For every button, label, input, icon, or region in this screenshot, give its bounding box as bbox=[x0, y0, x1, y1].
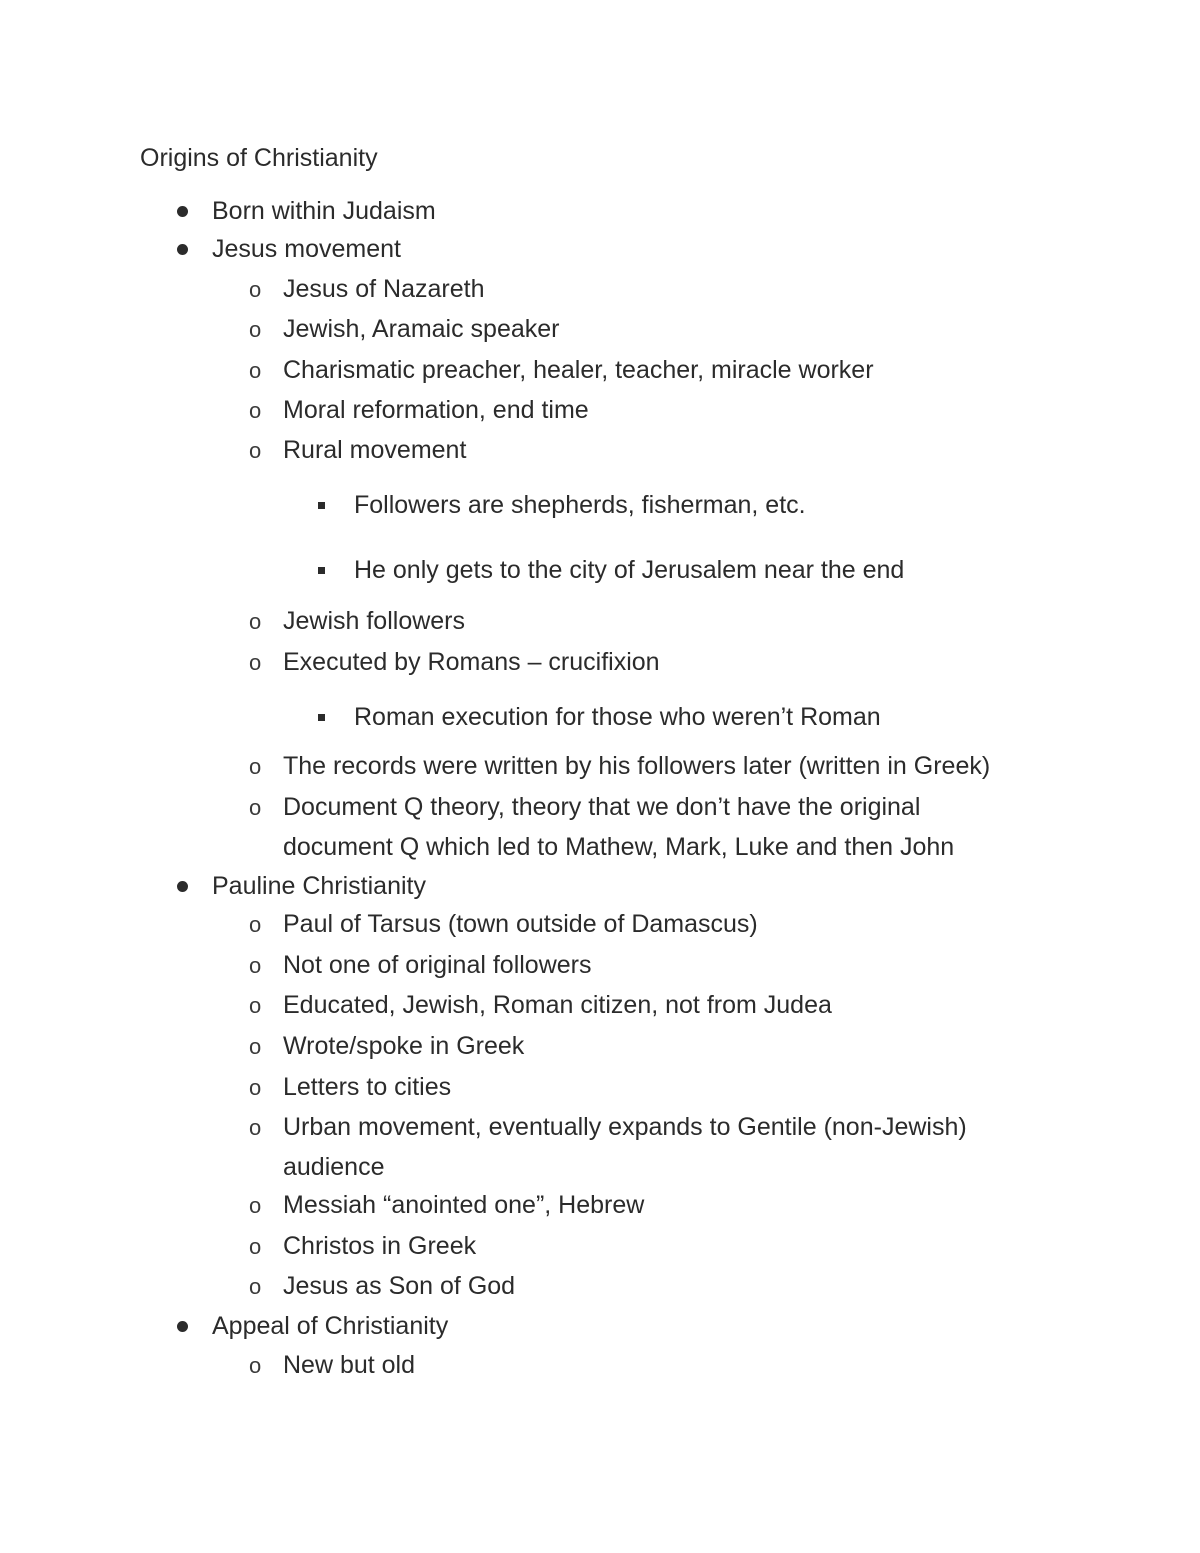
list-item-level-2: Executed by Romans – crucifixion bbox=[283, 648, 660, 676]
list-item-level-1: Born within Judaism bbox=[212, 197, 436, 225]
list-item-level-1: Jesus movement bbox=[212, 235, 401, 263]
list-item-level-2: Rural movement bbox=[283, 436, 467, 464]
list-item-continuation: document Q which led to Mathew, Mark, Luke and then John bbox=[283, 833, 955, 861]
bullet-square-icon bbox=[318, 502, 325, 509]
list-item-level-2: Jesus of Nazareth bbox=[283, 275, 485, 303]
list-item-level-2: The records were written by his followers later (written in Greek) bbox=[283, 752, 991, 780]
bullet-dot-icon bbox=[177, 206, 188, 217]
list-item-level-2: Christos in Greek bbox=[283, 1232, 477, 1260]
bullet-circle-icon: o bbox=[249, 1115, 262, 1140]
bullet-circle-icon: o bbox=[249, 277, 262, 302]
list-item-level-2: Messiah “anointed one”, Hebrew bbox=[283, 1191, 645, 1219]
bullet-circle-icon: o bbox=[249, 358, 262, 383]
list-item-level-1: Pauline Christianity bbox=[212, 872, 426, 900]
list-item-level-3: He only gets to the city of Jerusalem near the end bbox=[354, 556, 905, 584]
bullet-circle-icon: o bbox=[249, 1353, 262, 1378]
list-item-level-2: Not one of original followers bbox=[283, 951, 592, 979]
bullet-circle-icon: o bbox=[249, 993, 262, 1018]
list-item-level-2: Jewish followers bbox=[283, 607, 466, 635]
bullet-dot-icon bbox=[177, 881, 188, 892]
list-item-level-3: Roman execution for those who weren’t Roman bbox=[354, 703, 881, 731]
bullet-circle-icon: o bbox=[249, 398, 262, 423]
bullet-dot-icon bbox=[177, 244, 188, 255]
bullet-dot-icon bbox=[177, 1321, 188, 1332]
bullet-circle-icon: o bbox=[249, 438, 262, 463]
bullet-circle-icon: o bbox=[249, 1075, 262, 1100]
bullet-circle-icon: o bbox=[249, 1234, 262, 1259]
bullet-circle-icon: o bbox=[249, 1274, 262, 1299]
bullet-circle-icon: o bbox=[249, 609, 262, 634]
list-item-continuation: audience bbox=[283, 1153, 385, 1181]
list-item-level-2: Urban movement, eventually expands to Gentile (non-Jewish) bbox=[283, 1113, 967, 1141]
bullet-square-icon bbox=[318, 714, 325, 721]
bullet-circle-icon: o bbox=[249, 912, 262, 937]
list-item-level-2: Moral reformation, end time bbox=[283, 396, 589, 424]
bullet-circle-icon: o bbox=[249, 650, 262, 675]
document-title: Origins of Christianity bbox=[140, 144, 378, 172]
bullet-square-icon bbox=[318, 567, 325, 574]
list-item-level-2: New but old bbox=[283, 1351, 416, 1379]
list-item-level-2: Jesus as Son of God bbox=[283, 1272, 516, 1300]
bullet-circle-icon: o bbox=[249, 754, 262, 779]
list-item-level-2: Charismatic preacher, healer, teacher, miracle worker bbox=[283, 356, 874, 384]
list-item-level-2: Paul of Tarsus (town outside of Damascus) bbox=[283, 910, 758, 938]
list-item-level-2: Educated, Jewish, Roman citizen, not from Judea bbox=[283, 991, 832, 1019]
list-item-level-2: Jewish, Aramaic speaker bbox=[283, 315, 560, 343]
bullet-circle-icon: o bbox=[249, 1034, 262, 1059]
list-item-level-1: Appeal of Christianity bbox=[212, 1312, 449, 1340]
list-item-level-2: Document Q theory, theory that we don’t have the original bbox=[283, 793, 921, 821]
bullet-circle-icon: o bbox=[249, 317, 262, 342]
list-item-level-2: Wrote/spoke in Greek bbox=[283, 1032, 525, 1060]
bullet-circle-icon: o bbox=[249, 953, 262, 978]
list-item-level-3: Followers are shepherds, fisherman, etc. bbox=[354, 491, 806, 519]
bullet-circle-icon: o bbox=[249, 795, 262, 820]
list-item-level-2: Letters to cities bbox=[283, 1073, 452, 1101]
bullet-circle-icon: o bbox=[249, 1193, 262, 1218]
